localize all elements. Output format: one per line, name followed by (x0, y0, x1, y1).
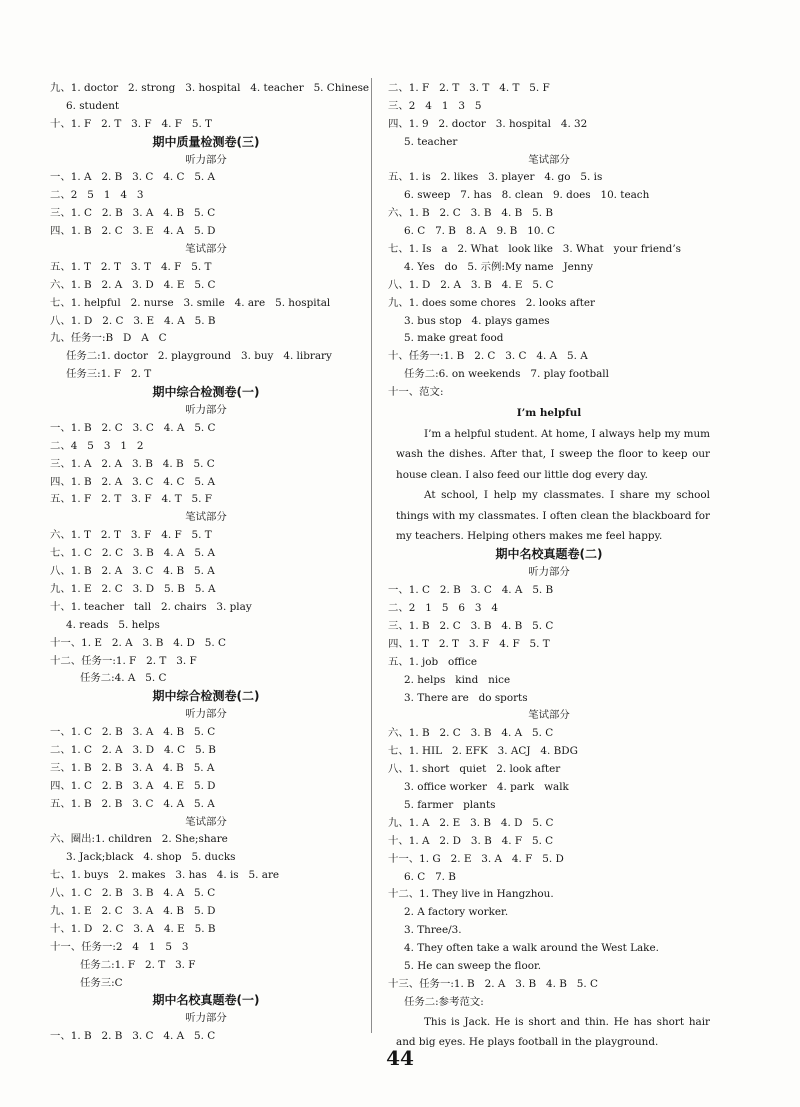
answer-line: 四、1. C 2. B 3. A 4. E 5. D (50, 779, 216, 792)
right-answers-bottom (388, 546, 710, 1011)
answer-line: 5. He can sweep the floor. (404, 959, 542, 972)
answer-line: 十一、1. G 2. E 3. A 4. F 5. D (388, 852, 564, 865)
answer-line: 十二、1. They live in Hangzhou. (388, 888, 554, 901)
answer-line: 6. sweep 7. has 8. clean 9. does 10. teach (404, 189, 650, 202)
answer-line: 三、2 4 1 3 5 (388, 99, 482, 112)
answer-line: 四、1. B 2. C 3. E 4. A 5. D (50, 225, 216, 238)
answer-line: 5. farmer plants (404, 798, 496, 811)
answer-line: 九、任务一:B D A C (50, 332, 167, 345)
answer-line: 九、1. does some chores 2. looks after (388, 296, 596, 309)
answer-line: 十、1. A 2. D 3. B 4. F 5. C (388, 834, 554, 847)
answer-line: 三、1. B 2. C 3. B 4. B 5. C (388, 620, 554, 633)
answer-line: 任务三:1. F 2. T (66, 368, 152, 381)
answer-line: 八、1. C 2. B 3. B 4. A 5. C (50, 887, 216, 900)
answer-line: 二、2 1 5 6 3 4 (388, 602, 498, 615)
answer-line: 七、1. Is a 2. What look like 3. What your friend’s (388, 243, 681, 256)
answer-line: 八、1. short quiet 2. look after (388, 763, 561, 776)
section-subtitle: 笔试部分 (185, 815, 227, 828)
section-subtitle: 听力部分 (185, 1012, 227, 1025)
section-title: 期中名校真题卷(一) (152, 993, 260, 1008)
answer-line: 七、1. buys 2. makes 3. has 4. is 5. are (50, 869, 280, 882)
answer-line: 4. They often take a walk around the West Lake. (404, 942, 659, 955)
answer-line: 3. bus stop 4. plays games (404, 314, 550, 327)
section-subtitle: 听力部分 (185, 708, 227, 721)
answer-line: 十、1. teacher tall 2. chairs 3. play (50, 600, 252, 613)
answer-line: 六、圈出:1. children 2. She;share (50, 833, 228, 846)
answer-line: 九、1. A 2. E 3. B 4. D 5. C (388, 816, 554, 829)
right-column (388, 80, 710, 1052)
answer-line: 3. Jack;black 4. shop 5. ducks (66, 851, 236, 864)
answer-line: 一、1. A 2. B 3. C 4. C 5. A (50, 171, 216, 184)
answer-line: 七、1. C 2. C 3. B 4. A 5. A (50, 547, 216, 560)
answer-line: 十、任务一:1. B 2. C 3. C 4. A 5. A (388, 350, 588, 363)
answer-line: 4. reads 5. helps (66, 618, 160, 631)
answer-line: 六、1. B 2. C 3. B 4. B 5. B (388, 207, 553, 220)
answer-line: 九、1. doctor 2. strong 3. hospital 4. teacher 5. Chinese (50, 82, 370, 94)
answer-line: 五、1. job office (388, 655, 477, 668)
answer-line: 一、1. C 2. B 3. C 4. A 5. B (388, 584, 554, 597)
answer-line: 2. A factory worker. (404, 906, 509, 919)
answer-line: 一、1. C 2. B 3. A 4. B 5. C (50, 726, 216, 739)
section-subtitle: 笔试部分 (528, 153, 570, 166)
answer-line: 3. Three/3. (404, 924, 462, 937)
answer-line: 五、1. F 2. T 3. F 4. T 5. F (50, 493, 212, 506)
answer-line: 任务二:4. A 5. C (80, 672, 167, 685)
answer-line: 九、1. E 2. C 3. A 4. B 5. D (50, 904, 216, 917)
answer-line: 任务二:6. on weekends 7. play football (404, 368, 609, 381)
left-column (50, 80, 370, 1046)
answer-line: 3. office worker 4. park walk (404, 781, 569, 794)
section-subtitle: 听力部分 (185, 153, 227, 166)
column-divider (371, 78, 372, 1033)
answer-line: 八、1. B 2. A 3. C 4. B 5. A (50, 565, 215, 578)
section-title: 期中综合检测卷(一) (152, 385, 260, 400)
answer-line: 三、1. B 2. B 3. A 4. B 5. A (50, 761, 215, 774)
section-subtitle: 听力部分 (185, 404, 227, 417)
answer-line: 三、1. C 2. B 3. A 4. B 5. C (50, 207, 216, 220)
essay-paragraph-1: I’m a helpful student. At home, I always help my mum wash the dishes. After that, I sweep the floor to keep our house clean. I also feed our little dog every day. (396, 428, 710, 481)
section-title: 期中名校真题卷(二) (495, 547, 603, 562)
answer-line: 三、1. A 2. A 3. B 4. B 5. C (50, 457, 215, 470)
answer-line: 任务二:1. doctor 2. playground 3. buy 4. library (66, 350, 332, 363)
essay-title: I’m helpful (516, 407, 582, 420)
answer-line: 3. There are do sports (404, 691, 528, 704)
answer-line: 九、1. E 2. C 3. D 5. B 5. A (50, 582, 216, 595)
answer-line: 八、1. D 2. C 3. E 4. A 5. B (50, 314, 216, 327)
answer-line: 6. C 7. B 8. A 9. B 10. C (404, 225, 556, 238)
answer-line: 十、1. F 2. T 3. F 4. F 5. T (50, 117, 212, 130)
section-subtitle: 笔试部分 (185, 511, 227, 524)
answer-line: 八、1. D 2. A 3. B 4. E 5. C (388, 278, 554, 291)
answer-line: 十一、1. E 2. A 3. B 4. D 5. C (50, 636, 226, 649)
answer-line: 十二、任务一:1. F 2. T 3. F (50, 654, 197, 667)
answer-line: 四、1. T 2. T 3. F 4. F 5. T (388, 637, 550, 650)
page-number: 44 (386, 1046, 414, 1070)
answer-line: 2. helps kind nice (404, 673, 511, 686)
section-title: 期中质量检测卷(三) (152, 134, 260, 149)
answer-line: 十一、任务一:2 4 1 5 3 (50, 940, 189, 953)
answer-line: 十一、范文: (388, 386, 444, 399)
answer-line: 六、1. B 2. C 3. B 4. A 5. C (388, 727, 554, 740)
answer-line: 四、1. 9 2. doctor 3. hospital 4. 32 (388, 117, 588, 130)
answer-line: 五、1. is 2. likes 3. player 4. go 5. is (388, 171, 603, 184)
answer-line: 二、1. F 2. T 3. T 4. T 5. F (388, 82, 550, 94)
answer-line: 二、2 5 1 4 3 (50, 189, 144, 202)
answer-line: 五、1. T 2. T 3. T 4. F 5. T (50, 260, 212, 273)
answer-line: 七、1. helpful 2. nurse 3. smile 4. are 5. hospital (50, 296, 331, 309)
essay-paragraph-2: At school, I help my classmates. I share my school things with my classmates. I often clean the blackboard for my teachers. Helping others makes me feel happy. (396, 489, 710, 543)
answer-line: 任务三:C (80, 976, 123, 989)
answer-line: 5. teacher (404, 135, 458, 148)
answer-line: 5. make great food (404, 332, 504, 345)
answer-line: 4. Yes do 5. 示例:My name Jenny (404, 260, 594, 273)
section-subtitle: 听力部分 (528, 566, 570, 579)
answer-line: 七、1. HIL 2. EFK 3. ACJ 4. BDG (388, 745, 578, 758)
section-subtitle: 笔试部分 (528, 709, 570, 722)
answer-line: 6. C 7. B (404, 870, 456, 883)
answer-line: 十、1. D 2. C 3. A 4. E 5. B (50, 922, 216, 935)
answer-line: 一、1. B 2. C 3. C 4. A 5. C (50, 421, 216, 434)
answer-line: 二、1. C 2. A 3. D 4. C 5. B (50, 743, 216, 756)
section-title: 期中综合检测卷(二) (152, 689, 260, 704)
section-subtitle: 笔试部分 (185, 243, 227, 256)
answer-line: 任务二:1. F 2. T 3. F (80, 958, 196, 971)
answer-line: 四、1. B 2. A 3. C 4. C 5. A (50, 475, 216, 488)
answer-line: 五、1. B 2. B 3. C 4. A 5. A (50, 797, 215, 810)
model-essay-jack: This is Jack. He is short and thin. He has short hair and big eyes. He plays football in the playground. (396, 1015, 710, 1049)
right-answers-top (388, 80, 710, 402)
answer-line: 十三、任务一:1. B 2. A 3. B 4. B 5. C (388, 977, 598, 990)
answer-line: 一、1. B 2. B 3. C 4. A 5. C (50, 1030, 216, 1043)
answer-line: 六、1. T 2. T 3. F 4. F 5. T (50, 529, 212, 542)
answer-line: 六、1. B 2. A 3. D 4. E 5. C (50, 278, 216, 291)
answer-line: 任务二:参考范文: (404, 995, 484, 1008)
answer-line: 二、4 5 3 1 2 (50, 439, 144, 452)
answer-line: 6. student (66, 99, 120, 112)
